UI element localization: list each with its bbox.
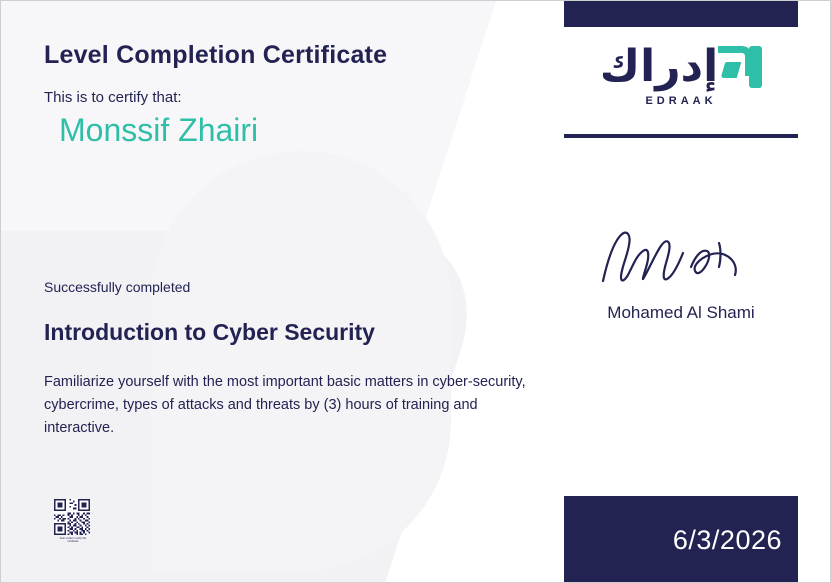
logo-arabic-wordmark: إدراك xyxy=(599,41,719,92)
edraak-logo xyxy=(564,41,798,107)
certificate-body xyxy=(44,1,554,436)
recipient-name: Monssif Zhairi xyxy=(59,112,259,148)
certificate-sidebar xyxy=(564,1,830,583)
completion-label: Successfully completed xyxy=(44,279,191,295)
course-description: Familiarize yourself with the most important basic matters in cyber-security, cybercrime, types of attacks and threats by (3) hours of training and interactive. xyxy=(44,374,526,436)
page-title: Level Completion Certificate xyxy=(44,41,388,69)
signatory-name: Mohamed Al Shami xyxy=(607,303,755,322)
certify-statement: This is to certify that: xyxy=(44,89,182,106)
signature-block xyxy=(564,223,798,323)
qr-code-icon xyxy=(54,499,90,535)
course-title: Introduction to Cyber Security xyxy=(44,319,375,345)
edraak-mark-icon xyxy=(722,46,762,88)
issue-date: 6/3/2026 xyxy=(672,524,782,555)
qr-code-block xyxy=(54,499,92,544)
qr-caption: Scan code to verify this certificate xyxy=(59,537,87,544)
background-shape-rounded xyxy=(151,151,451,571)
logo-latin-wordmark: EDRAAK xyxy=(645,95,717,107)
logo-divider xyxy=(564,134,798,138)
signature-icon xyxy=(591,223,771,293)
bottom-navy-band xyxy=(564,496,798,583)
top-navy-band xyxy=(564,1,798,27)
